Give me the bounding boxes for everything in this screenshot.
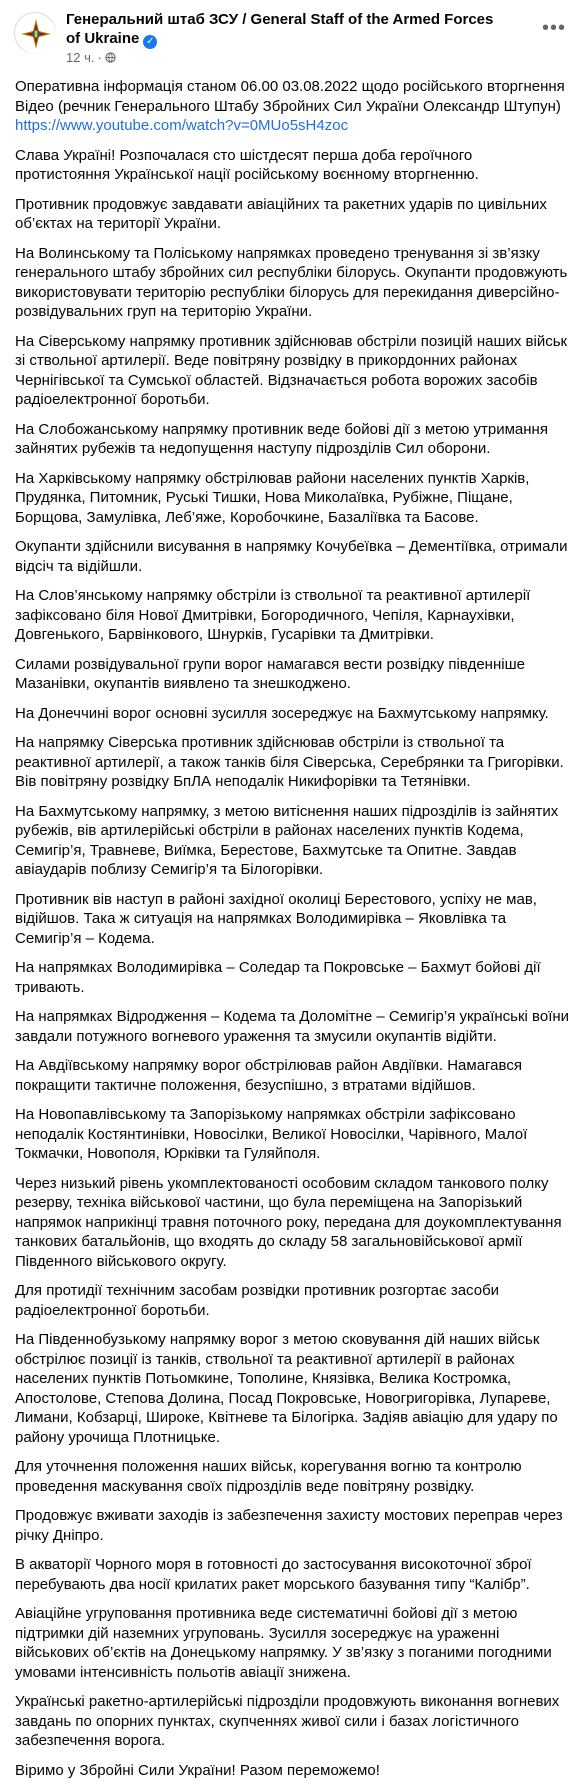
post-paragraph: Віримо у Збройні Сили України! Разом переможемо!	[15, 1761, 380, 1779]
post-header	[0, 0, 583, 70]
post-paragraph: Продовжує вживати заходів із забезпечення захисту мостових переправ через річку Дніпро.	[15, 1507, 563, 1544]
page-name-link[interactable]: Генеральний штаб ЗСУ / General Staff of the Armed Forces of Ukraine	[66, 11, 494, 47]
post-paragraph: На Донеччині ворог основні зусилля зосереджує на Бахмутському напрямку.	[15, 704, 549, 722]
post-paragraph: Через низький рівень укомплектованості особовим складом танкового полку резерву, техніка військової частини, що була переміщена на Запорізький напрямок наприкінці травня поточного року, передана для доукомплектування танкових батальйонів, що входять до складу 58 загальновійськової армії Південного військового округу.	[15, 1174, 562, 1270]
post-meta	[66, 50, 116, 66]
post-paragraph: Слава Україні! Розпочалася сто шістдесят перша доба героїчного протистояння Української нації російському воєнному вторгненню.	[15, 146, 479, 183]
post-paragraph: Авіаційне угруповання противника веде систематичні бойові дії з метою підтримки дій наземних угруповань. Зусилля зосереджує на ураженні військових об’єктів на Донецькому напрямку. У зв’язку з поганими погодними умовами інтенсивність польотів авіації знижена.	[15, 1605, 552, 1681]
post-paragraph: Українські ракетно-артилерійські підрозділи продовжують виконання вогневих завдань по опорних пунктах, скупченнях живої сили і базах логістичного забезпечення ворога.	[15, 1693, 560, 1749]
intro-line-1: Оперативна інформація станом 06.00 03.08.2022 щодо російського вторгнення	[15, 78, 565, 95]
post-paragraph: На Слобожанському напрямку противник веде бойові дії з метою утримання зайнятих рубежів та недопущення наступу підрозділів Сил оборони.	[15, 420, 548, 457]
post-paragraph: На Новопавлівському та Запорізькому напрямках обстріли зафіксовано неподалік Костянтинівки, Новосілки, Великої Новосілки, Чарівного, Малої Токмачки, Новополя, Юрківки та Гуляйполя.	[15, 1106, 528, 1162]
post-paragraph: Окупанти здійснили висування в напрямку Кочубеївка – Дементіївка, отримали відсіч та відійшли.	[15, 538, 568, 575]
post-paragraph: На Волинському та Поліському напрямках проведено тренування зі зв’язку генерального штабу збройних сил республіки білорусь. Окупанти продовжують використовувати територію республіки білорусь для перекидання диверсійно-розвідувальних груп на територію України.	[15, 244, 568, 320]
post-paragraph: Для протидії технічним засобам розвідки противник розгортає засоби радіоелектронної боротьби.	[15, 1282, 500, 1319]
general-staff-emblem-icon	[15, 13, 57, 55]
post-paragraph: Для уточнення положення наших військ, корегування вогню та контролю проведення маскування своїх підрозділів веде повітряну розвідку.	[15, 1458, 522, 1495]
meta-separator: ·	[97, 50, 102, 65]
page-avatar[interactable]	[14, 12, 56, 54]
globe-icon	[105, 52, 116, 63]
post-paragraph: На Харківському напрямку обстрілював райони населених пунктів Харків, Прудянка, Питомник, Руські Тишки, Нова Миколаївка, Рубіжне, Піщане, Борщова, Замулівка, Леб’яже, Коробочкине, Базаліївка та Басове.	[15, 469, 530, 526]
post-paragraph: На Сіверському напрямку противник здійснював обстріли позицій наших військ зі ствольної артилерії. Веде повітряну розвідку в прикордонних районах Чернігівської та Сумської областей. Відзначається робота ворожих засобів радіоелектронної боротьби.	[15, 332, 568, 408]
intro-line-2: Відео (речник Генерального Штабу Збройних Сил України Олександр Штупун)	[15, 97, 561, 115]
post-paragraph: Силами розвідувальної групи ворог намагався вести розвідку південніше Мазанівки, окупантів виявлено та знешкоджено.	[15, 655, 525, 692]
post-paragraph: На напрямках Володимирівка – Соледар та Покровське – Бахмут бойові дії тривають.	[15, 959, 541, 996]
page-name[interactable]	[66, 10, 506, 49]
video-link[interactable]: https://www.youtube.com/watch?v=0MUo5sH4zoc	[15, 117, 349, 134]
post-paragraph: Противник вів наступ в районі західної околиці Берестового, успіху не мав, відійшов. Така ж ситуація на напрямках Володимирівка – Яковлівка та Семигір’я – Кодема.	[15, 890, 537, 947]
verified-badge-icon: ✓	[143, 35, 157, 49]
post-text	[15, 77, 571, 1790]
post-paragraph: На Слов’янському напрямку обстріли із ствольної та реактивної артилерії зафіксовано біля Нової Дмитрівки, Богородичного, Чепіля, Карнаухівки, Довгенького, Барвінкового, Шнурків, Гусарівки та Дмитрівки.	[15, 587, 531, 643]
post-paragraph: На напрямках Відродження – Кодема та Доломітне – Семигір’я українські воїни завдали потужного вогневого ураження та змусили окупантів відійти.	[15, 1008, 570, 1045]
post-paragraph: На Авдіївському напрямку ворог обстрілював район Авдіївки. Намагався покращити тактичне положення, безуспішно, з втратами відійшов.	[15, 1057, 522, 1094]
post-paragraph: На Південнобузькому напрямку ворог з метою сковування дій наших військ обстрілює позиції із танків, ствольної та реактивної артилерії в районах населених пунктів Потьомкине, Тополине, Князівка, Велика Костромка, Апостолове, Степова Долина, Посад Покровське, Новогригорівка, Лупареве, Лимани, Кобзарці, Широке, Квітневе та Білогірка. Задіяв авіацію для удару по району урочища Плотницьке.	[15, 1331, 558, 1446]
post-intro	[15, 77, 571, 136]
post-paragraph: Противник продовжує завдавати авіаційних та ракетних ударів по цивільних об’єктах на території України.	[15, 195, 547, 232]
post-paragraphs	[15, 146, 571, 1781]
post-paragraph: На напрямку Сіверська противник здійснював обстріли із ствольної та реактивної артилерії, а також танків біля Сіверська, Серебрянки та Григорівки. Вів повітряну розвідку БпЛА неподалік Никифорівки та Тетянівки.	[15, 734, 564, 790]
more-dots-icon[interactable]: •••	[541, 17, 566, 39]
post-timestamp[interactable]: 12 ч.	[66, 50, 95, 65]
post-paragraph: В акваторії Чорного моря в готовності до застосування високоточної зброї перебувають два носії крилатих ракет морського базування типу “Калібр”.	[15, 1556, 532, 1593]
post-paragraph: На Бахмутському напрямку, з метою витіснення наших підрозділів із зайнятих рубежів, вів артилерійські обстріли в районах населених пунктів Кодема, Семигір’я, Травневе, Виїмка, Берестове, Бахмутське та Опитне. Завдав авіаударів поблизу Семигір’я та Білогорівки.	[15, 802, 559, 878]
